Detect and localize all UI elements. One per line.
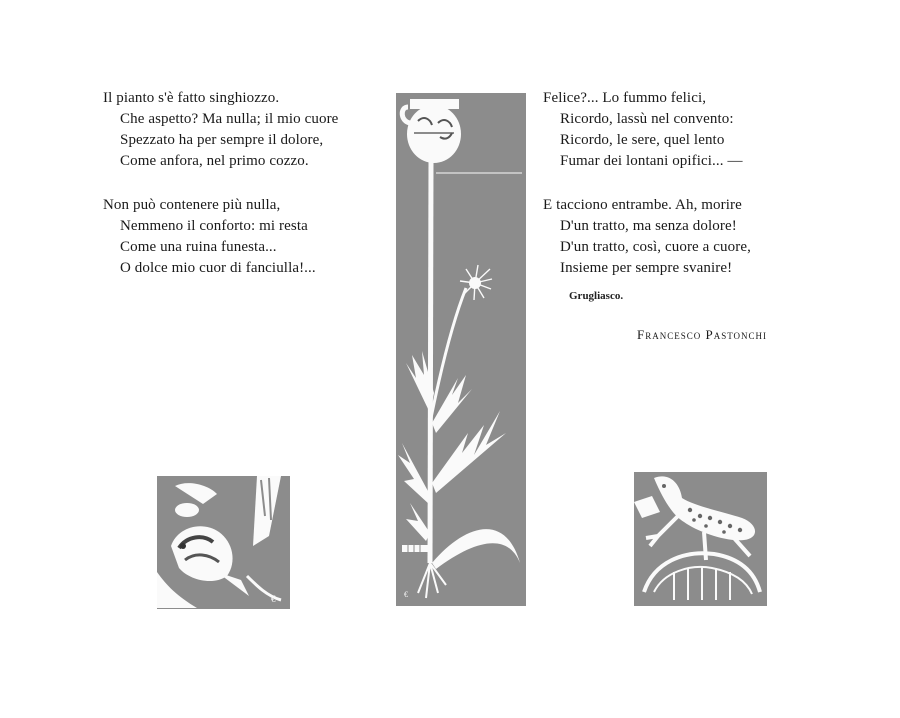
verse-line: D'un tratto, così, cuore a cuore, <box>560 239 751 255</box>
verse-line: Nemmeno il conforto: mi resta <box>120 218 308 234</box>
place-name: Grugliasco. <box>569 290 624 302</box>
svg-text:€: € <box>404 590 408 599</box>
verse-line: Che aspetto? Ma nulla; il mio cuore <box>120 111 339 127</box>
verse-line: Spezzato ha per sempre il dolore, <box>120 132 324 148</box>
verse-line: Come anfora, nel primo cozzo. <box>120 153 309 169</box>
verse-line: Fumar dei lontani opifici... — <box>560 153 743 169</box>
stanza-4 <box>543 195 751 279</box>
verse-line: Ricordo, lassù nel convento: <box>560 111 734 127</box>
verse-line: Come una ruina funesta... <box>120 239 277 255</box>
verse-line: Insieme per sempre svanire! <box>560 260 733 276</box>
verse-line: O dolce mio cuor di fanciulla!... <box>120 260 316 276</box>
verse-line: Ricordo, le sere, quel lento <box>560 132 725 148</box>
verse-line: Il pianto s'è fatto singhiozzo. <box>103 90 280 106</box>
stanza-1 <box>103 88 338 172</box>
salamander-illustration <box>634 472 767 606</box>
stanza-2 <box>103 195 316 279</box>
verse-line: Non può contenere più nulla, <box>103 197 281 213</box>
author-signature: Francesco Pastonchi <box>637 327 768 342</box>
stanza-3 <box>543 88 743 172</box>
bird-illustration <box>157 476 290 609</box>
verse-line: Felice?... Lo fummo felici, <box>543 90 707 106</box>
svg-text:€: € <box>271 594 276 604</box>
jar-dandelion-illustration <box>396 93 526 606</box>
verse-line: E tacciono entrambe. Ah, morire <box>543 197 742 213</box>
verse-line: D'un tratto, ma senza dolore! <box>560 218 737 234</box>
